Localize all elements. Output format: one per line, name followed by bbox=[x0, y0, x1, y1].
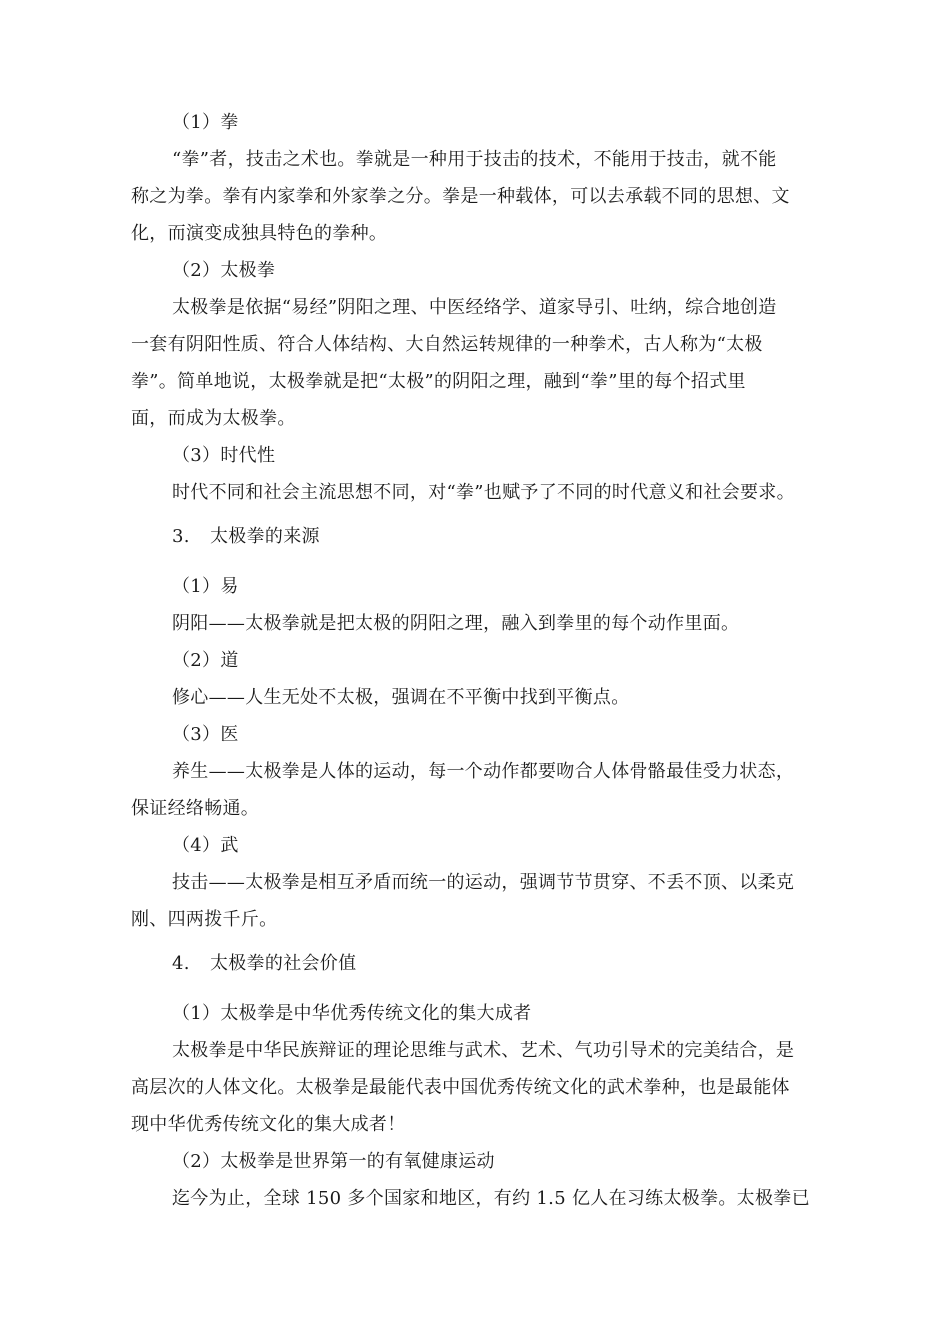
paragraph-line: 面，而成为太极拳。 bbox=[131, 408, 296, 429]
paragraph-line: “拳”者，技击之术也。拳就是一种用于技击的技术，不能用于技击，就不能 bbox=[172, 149, 777, 170]
subheading-quan: （1）拳 bbox=[172, 112, 239, 133]
subheading-dao: （2）道 bbox=[172, 650, 239, 671]
paragraph-line: 高层次的人体文化。太极拳是最能代表中国优秀传统文化的武术拳种，也是最能体 bbox=[131, 1077, 790, 1098]
paragraph-line: 现中华优秀传统文化的集大成者！ bbox=[131, 1114, 406, 1135]
subheading-aerobic: （2）太极拳是世界第一的有氧健康运动 bbox=[172, 1151, 495, 1172]
section-number: 4. bbox=[172, 953, 190, 974]
subheading-yi-medicine: （3）医 bbox=[172, 724, 239, 745]
subheading-taijiquan: （2）太极拳 bbox=[172, 260, 276, 281]
paragraph-line: 一套有阴阳性质、符合人体结构、大自然运转规律的一种拳术，古人称为“太极 bbox=[131, 334, 763, 355]
paragraph-line: 太极拳是中华民族辩证的理论思维与武术、艺术、气功引导术的完美结合，是 bbox=[172, 1040, 795, 1061]
paragraph-line: 太极拳是依据“易经”阴阳之理、中医经络学、道家导引、吐纳，综合地创造 bbox=[172, 297, 777, 318]
subheading-yi: （1）易 bbox=[172, 576, 239, 597]
paragraph-line: 时代不同和社会主流思想不同，对“拳”也赋予了不同的时代意义和社会要求。 bbox=[172, 482, 795, 503]
subheading-wu: （4）武 bbox=[172, 835, 239, 856]
paragraph-line: 迄今为止，全球 150 多个国家和地区，有约 1.5 亿人在习练太极拳。太极拳已 bbox=[172, 1188, 810, 1209]
paragraph-line: 养生——太极拳是人体的运动，每一个动作都要吻合人体骨骼最佳受力状态， bbox=[172, 761, 795, 782]
paragraph-line: 刚、四两拨千斤。 bbox=[131, 909, 278, 930]
section-number: 3. bbox=[172, 526, 190, 547]
paragraph-line: 化，而演变成独具特色的拳种。 bbox=[131, 223, 388, 244]
subheading-culture: （1）太极拳是中华优秀传统文化的集大成者 bbox=[172, 1003, 532, 1024]
paragraph-line: 拳”。简单地说，太极拳就是把“太极”的阴阳之理，融到“拳”里的每个招式里 bbox=[131, 371, 746, 392]
paragraph-line: 保证经络畅通。 bbox=[131, 798, 260, 819]
paragraph-line: 技击——太极拳是相互矛盾而统一的运动，强调节节贯穿、不丢不顶、以柔克 bbox=[172, 872, 795, 893]
paragraph-line: 称之为拳。拳有内家拳和外家拳之分。拳是一种载体，可以去承载不同的思想、文 bbox=[131, 186, 790, 207]
section-title: 太极拳的社会价值 bbox=[210, 953, 357, 974]
paragraph-line: 阴阳——太极拳就是把太极的阴阳之理，融入到拳里的每个动作里面。 bbox=[172, 613, 740, 634]
section-heading-social-value bbox=[172, 952, 356, 976]
section-heading-origin bbox=[172, 525, 320, 549]
subheading-era: （3）时代性 bbox=[172, 445, 276, 466]
paragraph-line: 修心——人生无处不太极，强调在不平衡中找到平衡点。 bbox=[172, 687, 630, 708]
section-title: 太极拳的来源 bbox=[210, 526, 320, 547]
